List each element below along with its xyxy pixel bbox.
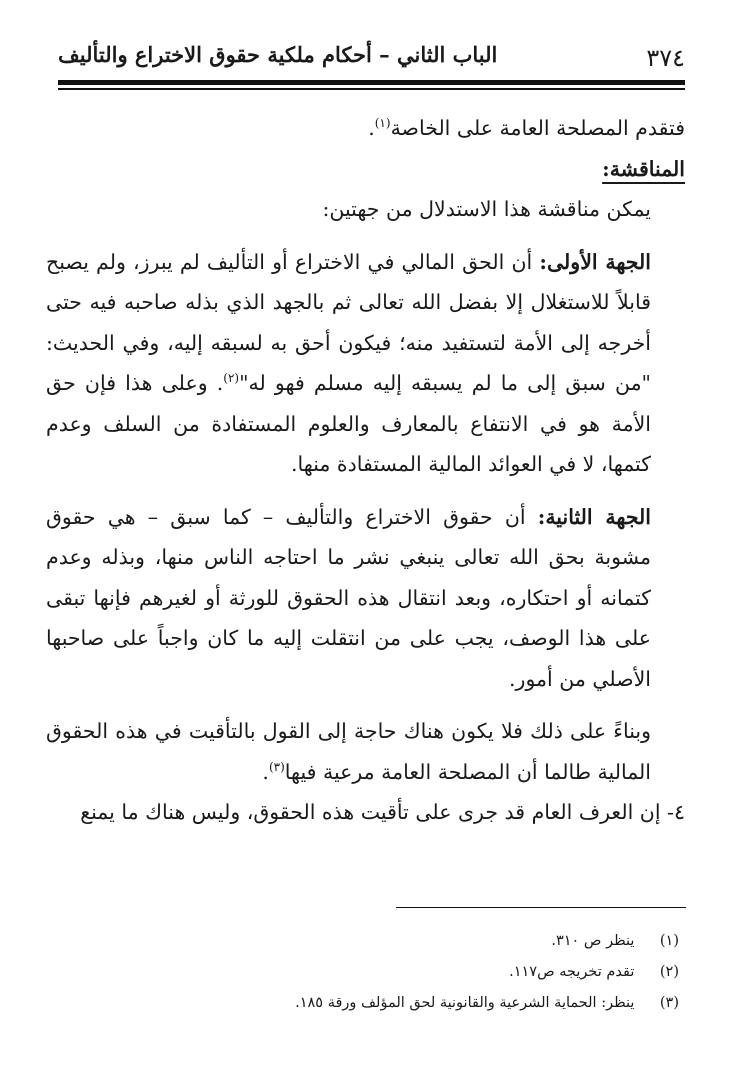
footnote-number: (٣) (659, 995, 679, 1011)
footnote-item (120, 988, 679, 1019)
paragraph-public-interest: فتقدم المصلحة العامة على الخاصة$^{(١)}$. (368, 116, 685, 140)
footnote-separator (396, 907, 686, 908)
footnote-number: (١) (659, 933, 679, 949)
footnote-item (120, 926, 679, 957)
paragraph-first-aspect: الجهة الأولى: أن الحق المالي في الاختراع أو التأليف لم يبرز، ولم يصبح قابلاً للاستغلال إلا بفضل الله تعالى ثم بالجهد الذي بذله صاحبه فيه حتى أخرجه إلى الأمة لتستفيد منه؛ فيكون أحق به لسبقه إليه، وفي الحديث: "من سبق إلى ما لم يسبقه إليه مسلم فهو له"$^{(٢)}$. وعلى هذا فإن حق الأمة هو في الانتفاع بالمعارف والعلوم المستفادة من السلف وعدم كتمها، لا في العوائد المالية المستفادة منها. (46, 249, 651, 476)
footnote-ref-2[interactable]: (٢) (223, 371, 240, 386)
section-heading: المناقشة: (602, 156, 685, 181)
footnote-number: (٢) (659, 964, 679, 980)
footnotes (120, 926, 679, 1019)
body-text (46, 108, 685, 833)
footnote-text: ينظر ص ٣١٠. (551, 933, 635, 949)
page-number: ٣٧٤ (646, 44, 685, 72)
header-rule-thin (58, 88, 685, 90)
footnote-item (120, 957, 679, 988)
paragraph-conclusion: وبناءً على ذلك فلا يكون هناك حاجة إلى القول بالتأقيت في هذه الحقوق المالية طالما أن المصلحة العامة مرعية فيها$^{(٣)}$. (46, 719, 651, 784)
page-header (58, 40, 685, 76)
paragraph-second-aspect: الجهة الثانية: أن حقوق الاختراع والتأليف – كما سبق – هي حقوق مشوبة بحق الله تعالى ينبغي نشر ما احتاجه الناس منها، وبذله وعدم كتمانه أو احتكاره، وبعد انتقال هذه الحقوق للورثة أو لغيرهم فإنها تبقى على هذا الوصف، يجب على من انتقلت إليه ما كان واجباً على صاحبها الأصلي من أمور. (46, 504, 651, 691)
footnote-text: ينظر: الحماية الشرعية والقانونية لحق المؤلف ورقة ١٨٥. (295, 995, 635, 1011)
header-rule-thick (58, 80, 685, 85)
discussion-intro: يمكن مناقشة هذا الاستدلال من جهتين: (322, 197, 651, 221)
footnote-text: تقدم تخريجه ص١١٧. (509, 964, 635, 980)
footnote-ref-3[interactable]: (٣) (268, 759, 285, 774)
footnote-ref-1[interactable]: (١) (374, 116, 391, 131)
paragraph-point-four: ٤- إن العرف العام قد جرى على تأقيت هذه الحقوق، وليس هناك ما يمنع (80, 800, 685, 824)
running-title: الباب الثاني – أحكام ملكية حقوق الاختراع والتأليف (58, 42, 498, 67)
